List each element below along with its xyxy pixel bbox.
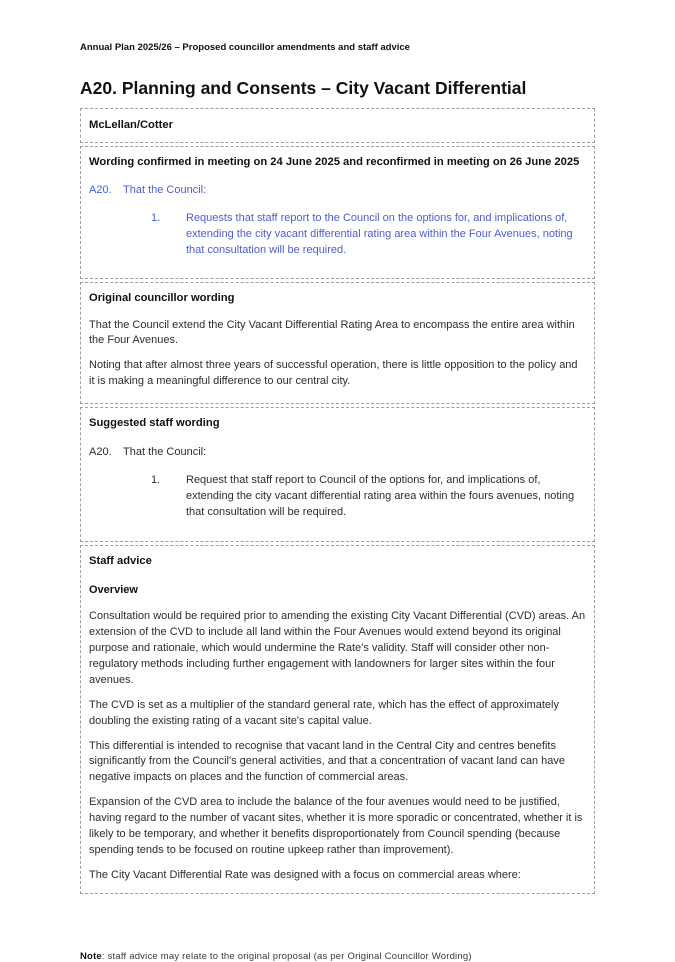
staff-advice-paragraph-3: This differential is intended to recognise that vacant land in the Central City and centres benefits significantly from the Council's general activities, and that a concentration of vacant land can have negative impacts on places and the function of commercial areas. xyxy=(89,739,565,784)
motion-item-1 xyxy=(151,473,586,521)
footnote-text: : staff advice may relate to the original proposal (as per Original Councillor Wording) xyxy=(101,951,472,962)
staff-advice-paragraph-1: Consultation would be required prior to amending the existing City Vacant Differential (CVD) areas. An extension of the CVD to include all land within the Four Avenues would extend beyond its original purpose and rationale, which would undermine the Rate’s validity. Staff will consider other non-regulatory methods including further engagement with landowners for larger sites within the four avenues. xyxy=(89,609,586,686)
motion-item-1 xyxy=(151,211,586,259)
item-text: Request that staff report to Council of the options for, and implications of, extending the city vacant differential rating area within the fours avenues, noting that consultation will be required. xyxy=(186,473,575,518)
overview-subheading: Overview xyxy=(89,584,138,597)
staff-advice-heading: Staff advice xyxy=(89,554,152,567)
footnote-label: Note xyxy=(80,951,102,962)
page-title: A20. Planning and Consents – City Vacant Differential xyxy=(80,78,527,99)
item-text: Requests that staff report to the Council on the options for, and implications of, extending the city vacant differential rating area within the Four Avenues, noting that consultation will be required. xyxy=(186,212,573,257)
box-movers xyxy=(80,108,595,142)
motion-intro-row xyxy=(89,445,586,461)
motion-intro: That the Council: xyxy=(123,445,207,458)
original-heading: Original councillor wording xyxy=(89,292,235,305)
document-header: Annual Plan 2025/26 – Proposed councillor amendments and staff advice xyxy=(80,42,410,53)
original-paragraph-1: That the Council extend the City Vacant Differential Rating Area to encompass the entire area within the Four Avenues. xyxy=(89,318,575,347)
box-staff-advice xyxy=(80,545,595,894)
staff-advice-paragraph-5: The City Vacant Differential Rate was designed with a focus on commercial areas where: xyxy=(89,869,521,882)
motion-intro: That the Council: xyxy=(123,184,207,197)
confirmed-heading: Wording confirmed in meeting on 24 June 2025 and reconfirmed in meeting on 26 June 2025 xyxy=(89,155,580,168)
suggested-heading: Suggested staff wording xyxy=(89,417,220,430)
motion-intro-row xyxy=(89,183,586,199)
item-number: 1. xyxy=(151,473,161,486)
box-original-wording xyxy=(80,282,595,404)
box-confirmed-wording xyxy=(80,146,595,279)
box-suggested-wording xyxy=(80,407,595,541)
original-paragraph-2: Noting that after almost three years of successful operation, there is little opposition to the policy and it is making a meaningful difference to our central city. xyxy=(89,359,578,388)
staff-advice-paragraph-2: The CVD is set as a multiplier of the standard general rate, which has the effect of approximately doubling the existing rating of a vacant site's capital value. xyxy=(89,698,559,727)
motion-label: A20. xyxy=(89,445,112,458)
staff-advice-paragraph-4: Expansion of the CVD area to include the balance of the four avenues would need to be justified, having regard to the number of vacant sites, whether it is more sporadic or concentrated, whether it is likely to be temporary, and whether it benefits disproportionately from Council spending (because spending tends to be focused on routine upkeep rather than improvement). xyxy=(89,796,583,857)
movers-text: McLellan/Cotter xyxy=(89,119,173,132)
item-number: 1. xyxy=(151,212,161,225)
footnote xyxy=(80,951,595,962)
motion-label: A20. xyxy=(89,184,112,197)
